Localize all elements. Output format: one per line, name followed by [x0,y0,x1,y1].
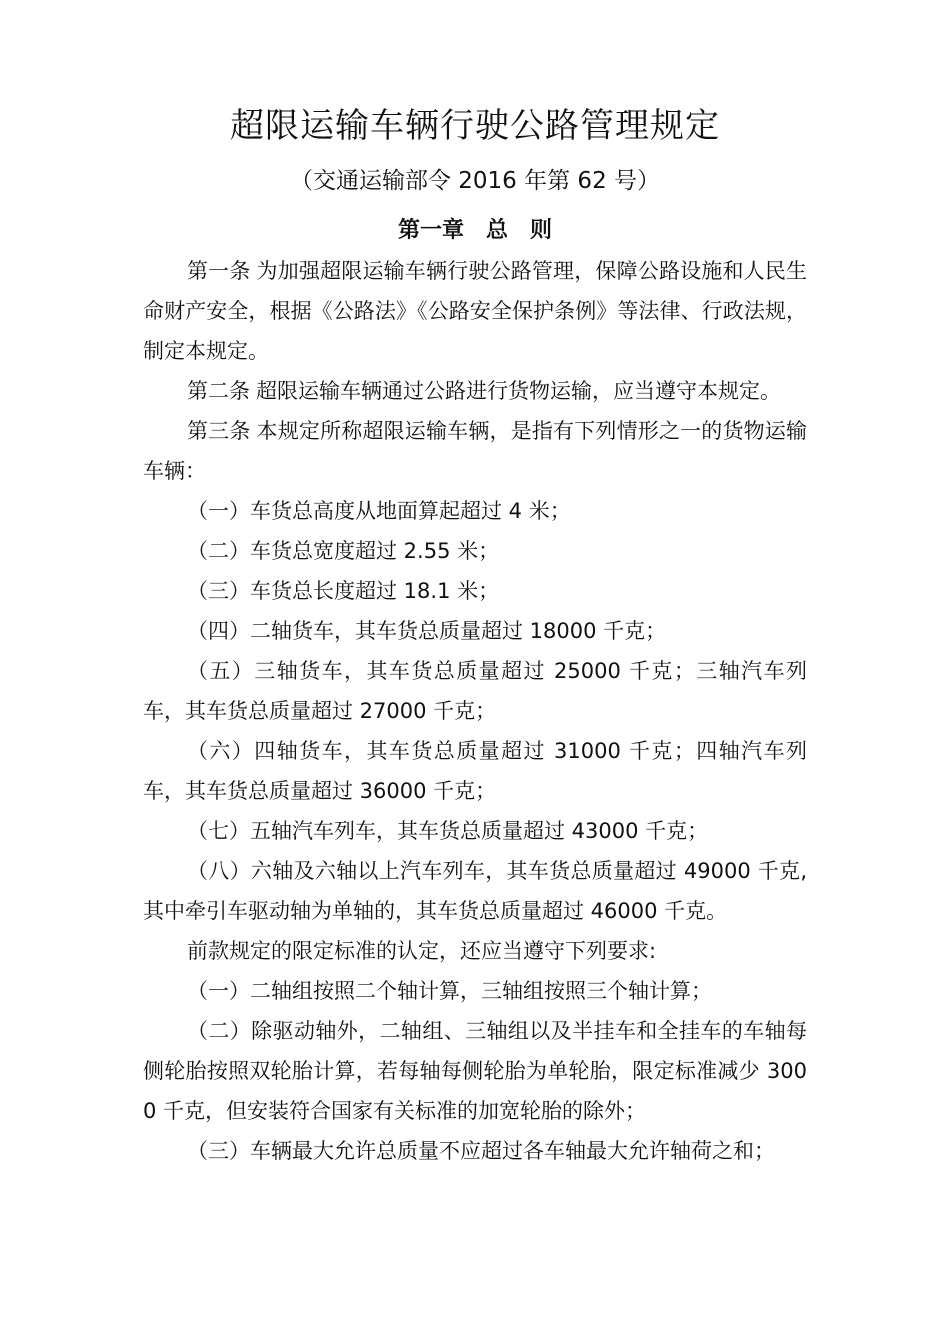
requirement-item: （二）除驱动轴外，二轴组、三轴组以及半挂车和全挂车的车轴每侧轮胎按照双轮胎计算，若每轴每侧轮胎为单轮胎，限定标准减少 3000 千克，但安装符合国家有关标准的加宽轮胎的除外； [143,1019,807,1123]
list-item: （二）车货总宽度超过 2.55 米； [187,539,500,563]
list-item: （五）三轴货车，其车货总质量超过 25000 千克；三轴汽车列车，其车货总质量超过 27000 千克； [143,659,807,723]
list-item: （一）车货总高度从地面算起超过 4 米； [187,499,571,523]
chapter-heading: 第一章 总 则 [397,218,552,243]
list-item: （三）车货总长度超过 18.1 米； [187,579,500,603]
requirement-item: （三）车辆最大允许总质量不应超过各车轴最大允许轴荷之和； [187,1139,775,1163]
list-item: （七）五轴汽车列车，其车货总质量超过 43000 千克； [187,819,709,843]
article-label: 第三条 [187,419,251,443]
article-text: 为加强超限运输车辆行驶公路管理，保障公路设施和人民生命财产安全，根据《公路法》《公路安全保护条例》等法律、行政法规，制定本规定。 [143,259,808,363]
article-label: 第一条 [187,259,251,283]
article-2 [143,371,807,411]
requirements-intro: 前款规定的限定标准的认定，还应当遵守下列要求: [187,939,657,963]
document-subtitle: （交通运输部令 2016 年第 62 号） [289,168,661,194]
list-item: （八）六轴及六轴以上汽车列车，其车货总质量超过 49000 千克,其中牵引车驱动轴为单轴的，其车货总质量超过 46000 千克。 [143,859,807,923]
article-text: 本规定所称超限运输车辆，是指有下列情形之一的货物运输车辆： [143,419,808,483]
requirement-item: （一）二轴组按照二个轴计算，三轴组按照三个轴计算； [187,979,712,1003]
document-title: 超限运输车辆行驶公路管理规定 [230,106,720,146]
list-item: （六）四轴货车，其车货总质量超过 31000 千克；四轴汽车列车，其车货总质量超过 36000 千克； [143,739,807,803]
article-1 [143,251,807,371]
article-text: 超限运输车辆通过公路进行货物运输，应当遵守本规定。 [256,379,781,403]
list-item: （四）二轴货车，其车货总质量超过 18000 千克； [187,619,667,643]
document-body [143,251,807,1171]
article-3 [143,411,807,491]
article-label: 第二条 [187,379,250,403]
